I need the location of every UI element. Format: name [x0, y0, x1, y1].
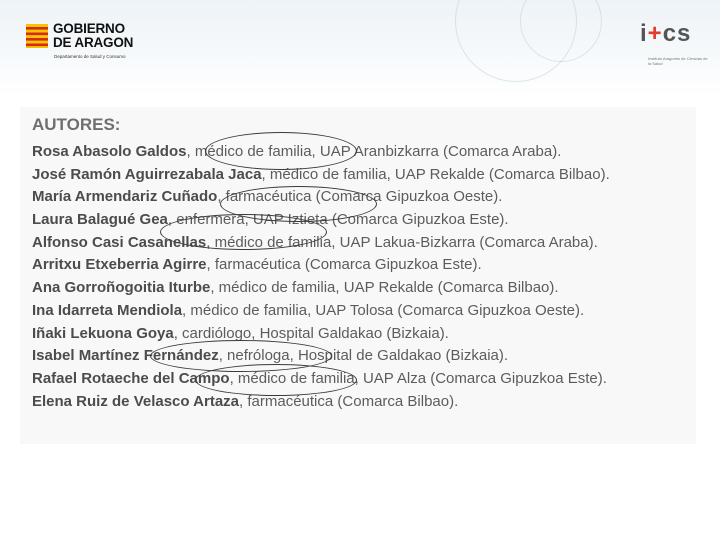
- author-detail: , médico de familia, UAP Rekalde (Comarca Bilbao).: [210, 279, 559, 297]
- list-item: [32, 323, 610, 346]
- author-detail: , farmacéutica (Comarca Bilbao).: [239, 392, 459, 410]
- author-detail: , médico de familia, UAP Lakua-Bizkarra (Comarca Araba).: [206, 233, 598, 251]
- logo-line-1: GOBIERNO: [53, 21, 125, 36]
- author-detail: , enfermera, UAP Iztieta (Comarca Gipuzkoa Este).: [167, 211, 509, 229]
- author-detail: , médico de familia, UAP Tolosa (Comarca Gipuzkoa Oeste).: [182, 301, 585, 319]
- list-item: [32, 300, 610, 323]
- author-name: Iñaki Lekuona Goya: [32, 324, 174, 342]
- authors-heading: AUTORES:: [32, 115, 121, 134]
- author-detail: , cardiólogo, Hospital Galdakao (Bizkaia).: [173, 324, 449, 342]
- list-item: [32, 277, 610, 300]
- authors-panel: [20, 107, 696, 444]
- department-caption: Departamento de Salud y Consumo: [54, 54, 126, 59]
- author-name: Ana Gorroñogoitia Iturbe: [32, 279, 211, 297]
- author-name: Laura Balagué Gea: [32, 211, 168, 229]
- author-name: Rafael Rotaeche del Campo: [32, 369, 230, 387]
- ics-plus: +: [647, 20, 663, 47]
- annotation-ellipse-medico-familia: [205, 132, 357, 170]
- ics-suffix: cs: [662, 20, 692, 47]
- author-name: Alfonso Casi Casanellas: [32, 233, 207, 251]
- author-detail: , farmacéutica (Comarca Gipuzkoa Este).: [206, 256, 482, 274]
- author-name: Arritxu Etxeberria Agirre: [32, 256, 207, 274]
- ics-prefix: i: [640, 20, 648, 47]
- annotation-ellipse-nefrologa: [195, 364, 357, 396]
- author-name: María Armendariz Cuñado: [32, 188, 218, 206]
- author-detail: , nefróloga, Hospital de Galdakao (Bizkaia).: [218, 347, 509, 365]
- annotation-ellipse-enfermera: [160, 214, 327, 250]
- list-item: [32, 254, 610, 277]
- ics-logo: [640, 20, 708, 66]
- author-detail: , farmacéutica (Comarca Gipuzkoa Oeste).: [217, 188, 503, 206]
- ics-caption: Instituto Aragonés de Ciencias de la Salud: [648, 56, 708, 66]
- author-name: Isabel Martínez Fernández: [32, 347, 219, 365]
- author-detail: , médico de familia, UAP Aranbizkarra (Comarca Araba).: [186, 143, 562, 160]
- author-name: Rosa Abasolo Galdos: [32, 143, 187, 160]
- aragon-flag-icon: [26, 24, 48, 48]
- list-item: [32, 391, 610, 414]
- logo-line-2: DE ARAGON: [53, 35, 134, 50]
- author-name: Ina Idarreta Mendiola: [32, 301, 183, 319]
- logo-wordmark: [53, 22, 133, 50]
- author-name: José Ramón Aguirrezabala Jaca: [32, 165, 262, 183]
- author-name: Elena Ruiz de Velasco Artaza: [32, 392, 240, 410]
- ics-wordmark: [640, 20, 691, 48]
- author-detail: , médico de familia, UAP Alza (Comarca Gipuzkoa Este).: [229, 369, 607, 387]
- author-detail: , médico de familia, UAP Rekalde (Comarca Bilbao).: [261, 165, 610, 183]
